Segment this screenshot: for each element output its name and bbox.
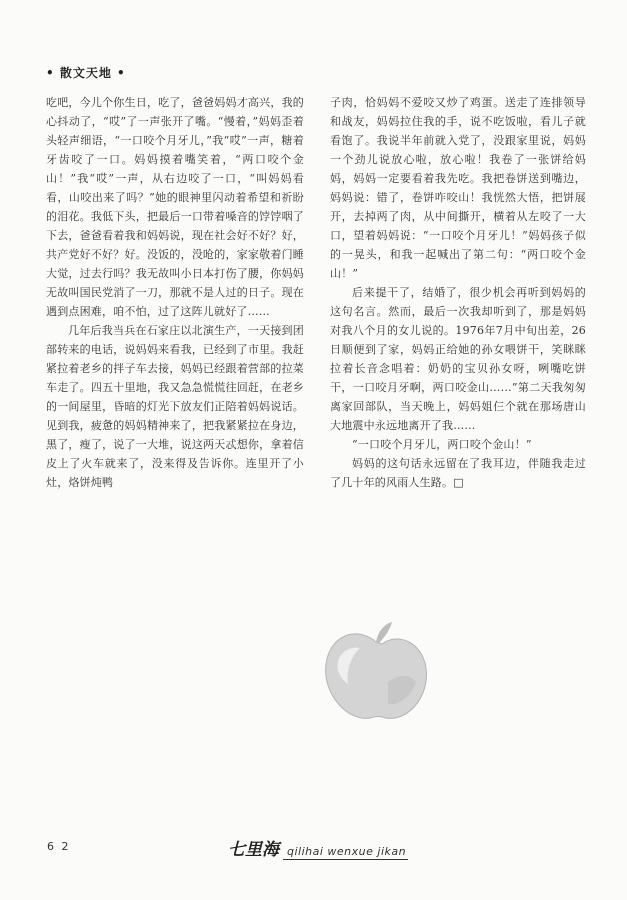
brand-name-en: qilihai wenxue jikan: [283, 845, 408, 860]
quote-line: “一口咬个月牙儿，两口咬个金山！”: [352, 438, 532, 451]
left-column: [46, 93, 304, 492]
paragraph: 妈妈的这句话永远留在了我耳边，伴随我走过了几十年的风雨人生路。□: [330, 457, 586, 489]
paragraph: 吃吧，今儿个你生日，吃了，爸爸妈妈才高兴，我的心抖动了，“哎”了一声张开了嘴。“慢着，”妈妈歪着头轻声细语，“一口咬个月牙儿，”我“哎”一声，糖着牙齿咬了一口。妈妈摸着嘴笑着，“两口咬个金山！”我“哎”一声，从右边咬了一口，“叫妈妈看看，山咬出来了吗？”她的眼神里闪动着希望和祈盼的泪花。我低下头，把最后一口带着嗓音的饽饽咽了下去，爸爸看着我和妈妈说，现在社会好不好？好，共产党好不好？好。没饭的，没呛的，家家敬着门睡大觉，过去行吗？我无故叫小日本打伤了腰，你妈妈无故叫国民党消了一刀，那就不是人过的日子。现在遇到点困难，咱不怕，过了这阵儿就好了……: [46, 96, 304, 318]
page-number: 6 2: [47, 840, 71, 853]
section-tag: • 散文天地 •: [46, 66, 126, 80]
paragraph: 几年后我当兵在石家庄以北演生产，一天接到团部转来的电话，说妈妈来看我，已经到了市里。我赶紧拉着老乡的拌子车去接，妈妈已经跟着营部的拉菜车走了。四五十里地，我又急急慌慌往回赶，在老乡的一间屋里，昏暗的灯光下放友们正陪着妈妈说话。见到我，疲惫的妈妈精神来了，把我紧紧拉在身边，黑了，瘦了，说了一大堆，说这两天忒想你，拿着信皮上了火车就来了，没来得及告诉你。连里开了小灶，烙饼炖鸭: [46, 324, 304, 489]
paragraph: 子肉，恰妈妈不爱咬又炒了鸡蛋。送走了连排领导和战友，妈妈拉住我的手，说不吃饭啦，看儿子就看饱了。我说半年前就入党了，没跟家里说，妈妈一个劲儿说放心啦，放心啦！我卷了一张饼给妈妈，妈妈一定要看着我先吃。我把卷饼送到嘴边，妈妈说：错了，卷饼咋咬山！我恍然大悟，把饼展开，去掉两了肉，从中间撕开，横着从左咬了一大口，望着妈妈说：“一口咬个月牙儿！”妈妈孩子似的一晃头，和我一起喊出了第二句：“两口咬个金山！”: [330, 96, 586, 280]
footer-brand: [228, 835, 408, 860]
right-column: [330, 93, 586, 492]
paragraph: 后来提干了，结婚了，很少机会再听到妈妈的这句名言。然而，最后一次我却听到了，那是妈妈对我八个月的女儿说的。1976年7月中旬出差，26日顺便到了家，妈妈正给她的孙女喂饼干，笑眯眯拉着长音念唱着：奶奶的宝贝孙女呀，咧嘴吃饼干，一口咬月牙啊，两口咬金山……”第二天我匆匆离家回部队，当天晚上，妈妈姐仨个就在那场唐山大地震中永远地离开了我……: [330, 286, 586, 432]
apple-illustration: [318, 612, 438, 732]
brand-logo-cn: 七里海: [228, 840, 279, 860]
